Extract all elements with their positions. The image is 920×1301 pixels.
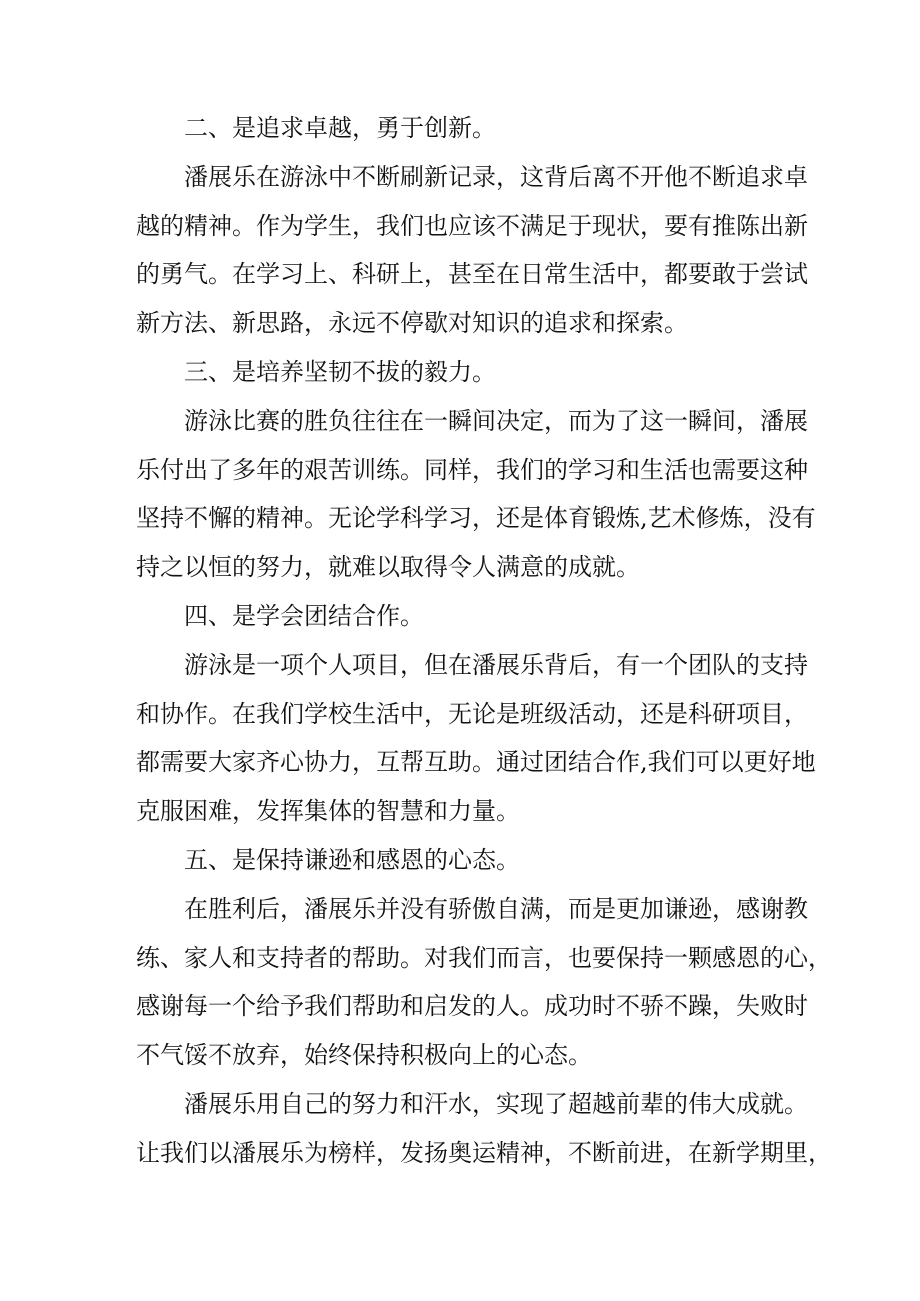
section-heading-2: 二、是追求卓越，勇于创新。 xyxy=(184,114,496,142)
paragraph-line: 的勇气。在学习上、科研上，甚至在日常生活中，都要敢于尝试 xyxy=(136,260,808,289)
paragraph-line: 感谢每一个给予我们帮助和启发的人。成功时不骄不躁，失败时 xyxy=(136,992,808,1021)
paragraph-line: 和协作。在我们学校生活中，无论是班级活动，还是科研项目， xyxy=(136,699,808,728)
paragraph-line: 坚持不懈的精神。无论学科学习，还是体育锻炼,艺术修炼，没有 xyxy=(136,504,816,533)
paragraph-line: 游泳比赛的胜负往往在一瞬间决定，而为了这一瞬间，潘展 xyxy=(184,406,808,435)
section-paragraph-2 xyxy=(136,153,808,348)
paragraph-line: 乐付出了多年的艰苦训练。同样，我们的学习和生活也需要这种 xyxy=(136,455,808,484)
section-heading-4: 四、是学会团结合作。 xyxy=(184,601,424,630)
paragraph-line: 克服困难，发挥集体的智慧和力量。 xyxy=(136,797,520,826)
section-heading-3: 三、是培养坚韧不拔的毅力。 xyxy=(184,357,496,386)
section-paragraph-5 xyxy=(136,885,832,1080)
paragraph-line: 让我们以潘展乐为榜样，发扬奥运精神，不断前进，在新学期里， xyxy=(136,1138,832,1167)
paragraph-line: 潘展乐用自己的努力和汗水，实现了超越前辈的伟大成就。 xyxy=(184,1089,808,1118)
paragraph-line: 潘展乐在游泳中不断刷新记录，这背后离不开他不断追求卓 xyxy=(184,162,808,191)
paragraph-line: 持之以恒的努力，就难以取得令人满意的成就。 xyxy=(136,553,640,582)
section-paragraph-4 xyxy=(136,641,816,836)
paragraph-line: 游泳是一项个人项目，但在潘展乐背后，有一个团队的支持 xyxy=(184,650,808,679)
section-heading-5: 五、是保持谦逊和感恩的心态。 xyxy=(184,845,520,874)
paragraph-line: 不气馁不放弃，始终保持积极向上的心态。 xyxy=(136,1041,592,1070)
paragraph-line: 越的精神。作为学生，我们也应该不满足于现状，要有推陈出新 xyxy=(136,211,808,240)
paragraph-line: 在胜利后，潘展乐并没有骄傲自满，而是更加谦逊，感谢教 xyxy=(184,894,808,923)
section-paragraph-3 xyxy=(136,397,816,592)
document-body xyxy=(136,104,832,1178)
paragraph-line: 新方法、新思路，永远不停歇对知识的追求和探索。 xyxy=(136,309,688,338)
paragraph-line: 练、家人和支持者的帮助。对我们而言，也要保持一颗感恩的心， xyxy=(136,943,832,972)
paragraph-line: 都需要大家齐心协力，互帮互助。通过团结合作,我们可以更好地 xyxy=(136,748,816,777)
closing-paragraph xyxy=(136,1080,832,1178)
